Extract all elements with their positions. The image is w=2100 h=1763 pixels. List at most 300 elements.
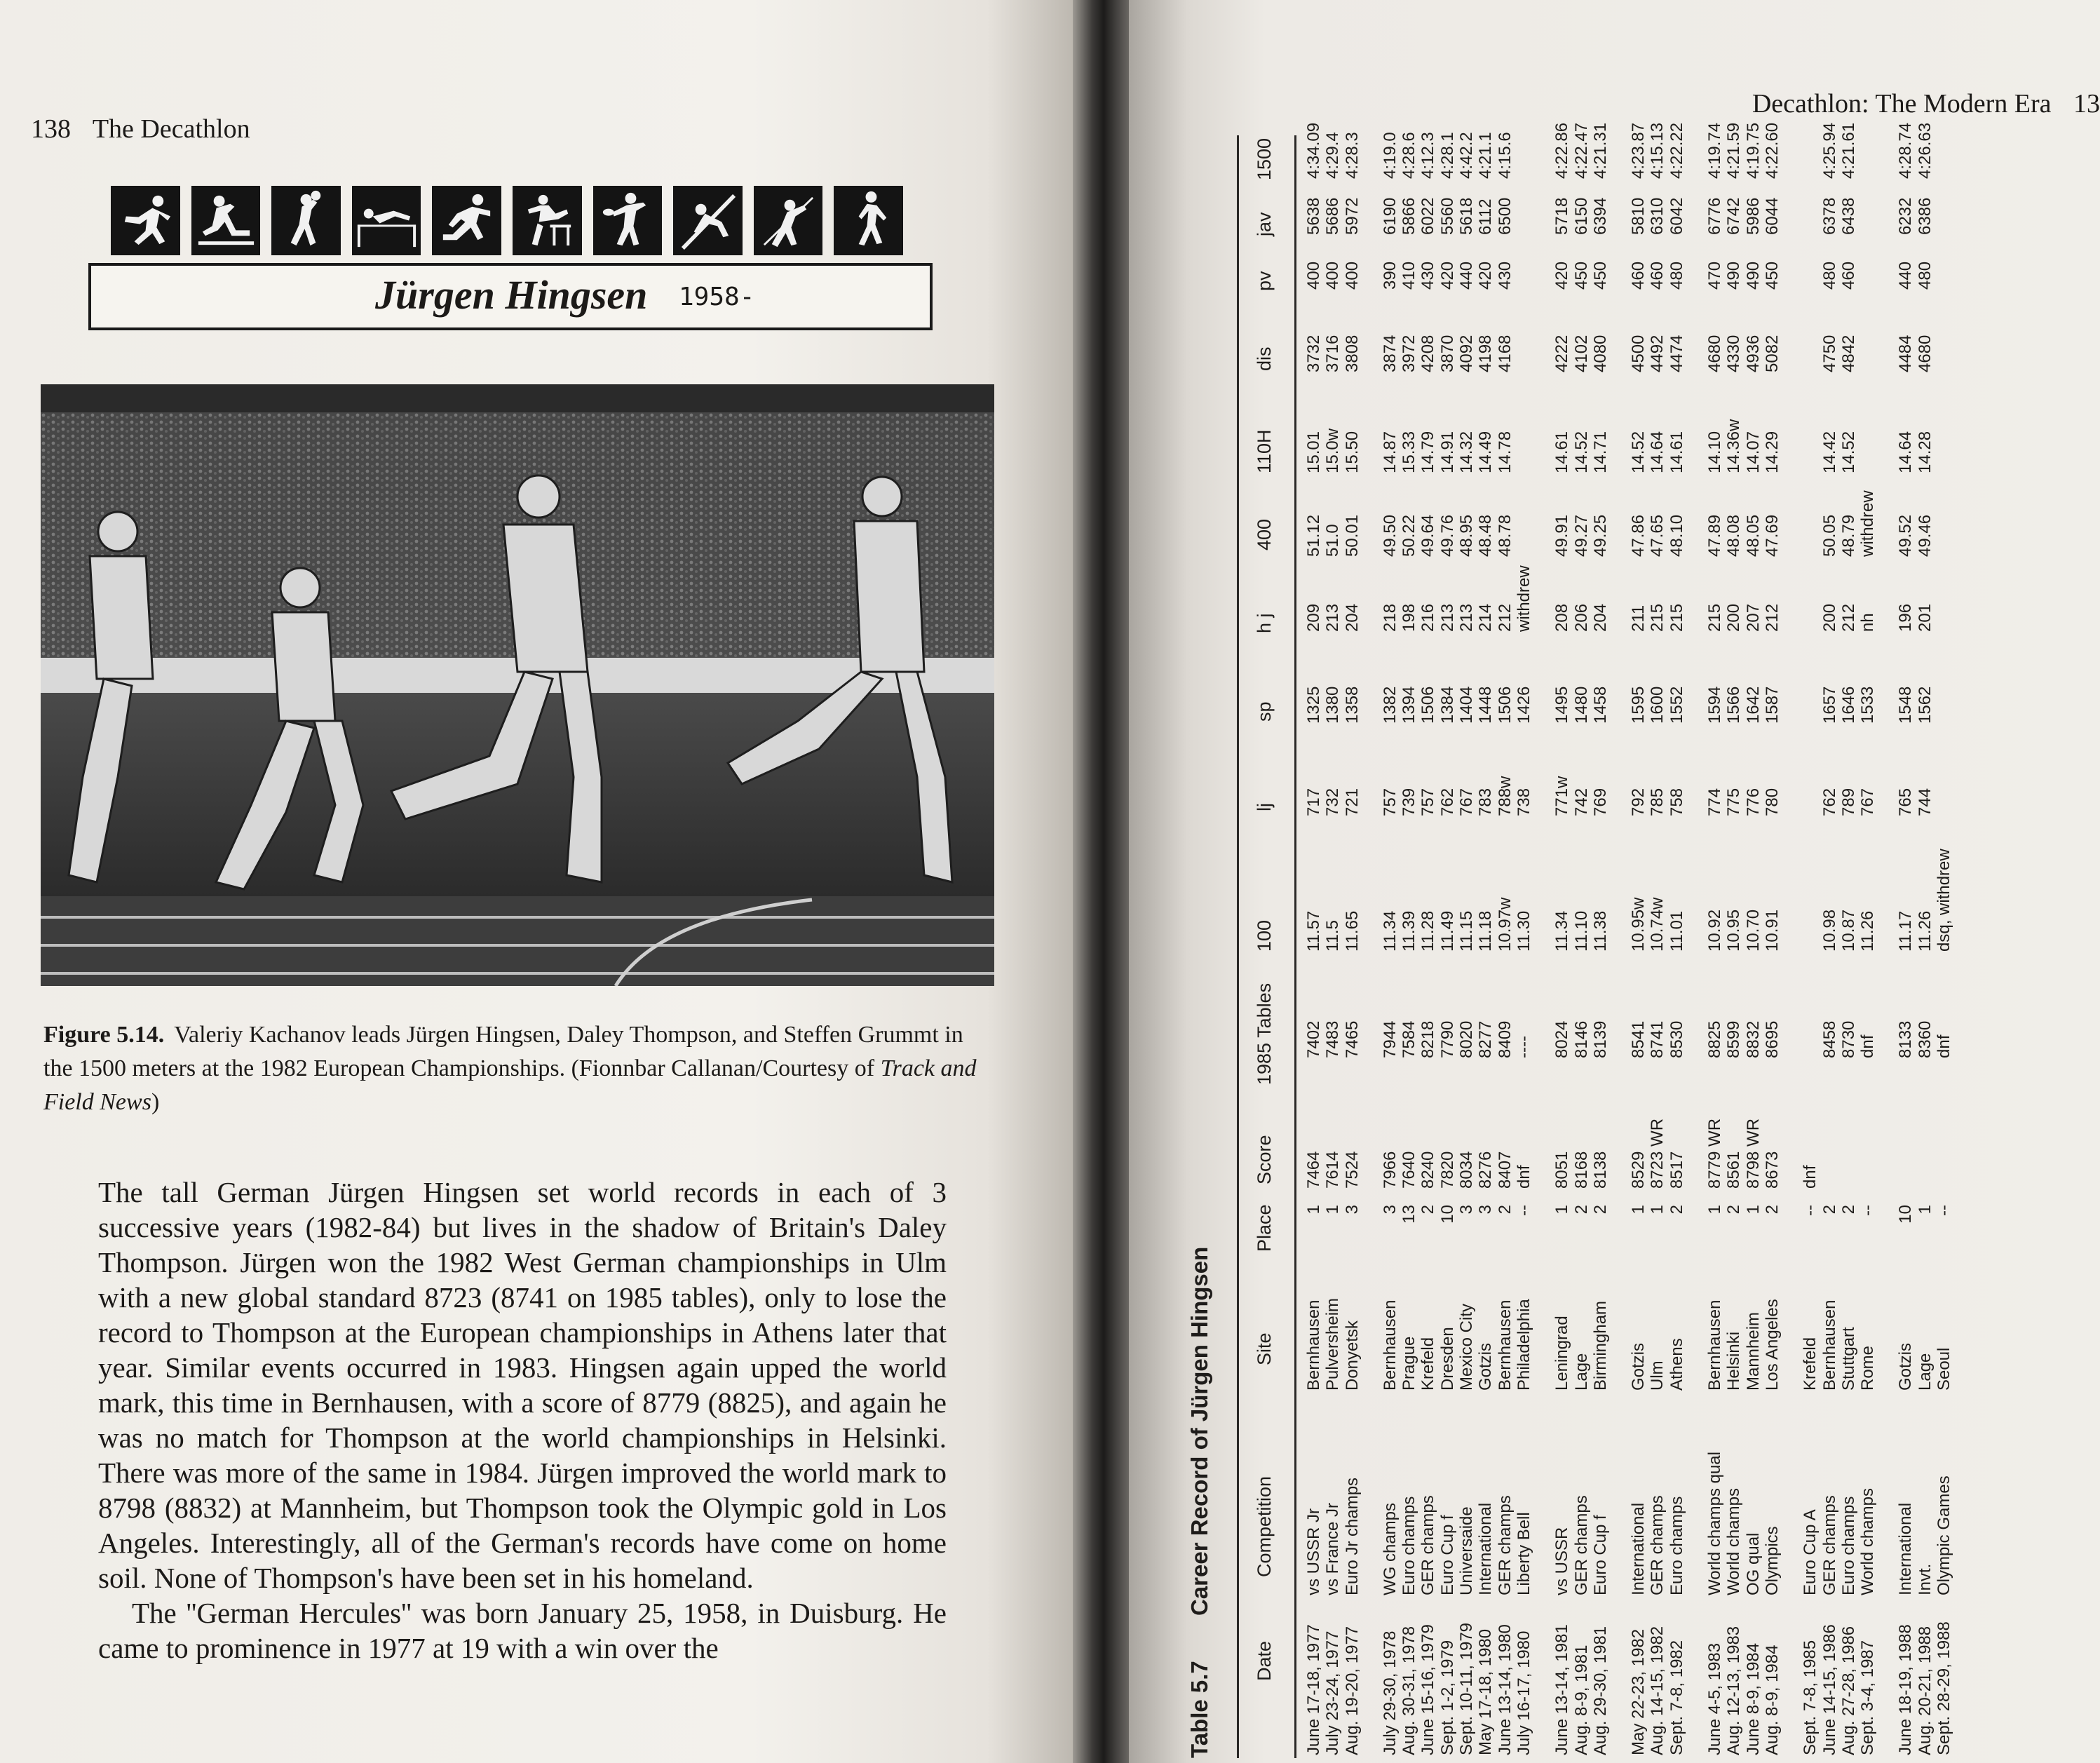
table-cell: 48.79 bbox=[1838, 514, 1858, 557]
table-cell: 742 bbox=[1571, 788, 1591, 816]
table-cell: Prague bbox=[1400, 1336, 1419, 1391]
run-400-icon bbox=[432, 186, 501, 255]
table-row bbox=[1323, 132, 1343, 1758]
table-cell: 11.15 bbox=[1457, 910, 1477, 952]
table-cell: 757 bbox=[1380, 788, 1400, 816]
left-running-title: The Decathlon bbox=[92, 114, 250, 144]
table-cell: 4:21.1 bbox=[1476, 132, 1496, 179]
column-header: 1500 bbox=[1254, 137, 1275, 180]
table-cell: GER champs bbox=[1648, 1495, 1667, 1595]
table-cell: 4750 bbox=[1820, 335, 1839, 372]
table-cell: 47.86 bbox=[1629, 514, 1648, 557]
table-cell: 1448 bbox=[1476, 686, 1496, 724]
table-row bbox=[1515, 135, 1533, 1758]
hurdles-icon bbox=[513, 186, 582, 255]
table-cell: 1657 bbox=[1820, 686, 1839, 724]
table-cell: 14.32 bbox=[1457, 431, 1477, 473]
table-cell: 216 bbox=[1418, 603, 1438, 632]
table-cell: 5638 bbox=[1304, 197, 1323, 235]
column-header: Date bbox=[1254, 1640, 1275, 1681]
table-cell: 4:28.74 bbox=[1896, 122, 1916, 179]
table-cell: OG qual bbox=[1743, 1532, 1763, 1595]
table-cell: 4:22.22 bbox=[1667, 122, 1686, 179]
table-row bbox=[1838, 122, 1858, 1758]
table-cell: Bernhausen bbox=[1380, 1299, 1400, 1391]
table-cell: 480 bbox=[1667, 261, 1686, 290]
table-cell: 7584 bbox=[1400, 1020, 1419, 1058]
javelin-icon bbox=[754, 186, 823, 255]
table-cell: 4102 bbox=[1571, 335, 1591, 372]
table-cell: 5082 bbox=[1762, 335, 1782, 372]
table-cell: 6386 bbox=[1915, 197, 1935, 235]
caption-source-italic: Track and Field News bbox=[43, 1055, 977, 1115]
table-cell: 51.12 bbox=[1304, 514, 1323, 557]
table-cell: GER champs bbox=[1495, 1495, 1515, 1595]
table-cell: -- bbox=[1858, 1205, 1878, 1216]
table-row bbox=[1342, 132, 1362, 1758]
long-jump-icon bbox=[191, 186, 261, 255]
table-cell: 49.76 bbox=[1437, 514, 1457, 557]
table-cell: 8741 bbox=[1648, 1020, 1667, 1058]
table-cell: 762 bbox=[1437, 788, 1457, 816]
table-row bbox=[1590, 122, 1610, 1758]
table-cell: 1495 bbox=[1552, 686, 1572, 724]
table-cell: Ulm bbox=[1648, 1360, 1667, 1391]
table-cell: 762 bbox=[1820, 788, 1839, 816]
table-cell: Aug. 19-20, 1977 bbox=[1342, 1626, 1362, 1755]
table-cell: 50.01 bbox=[1342, 514, 1362, 557]
table-cell: 2 bbox=[1590, 1205, 1610, 1215]
table-cell: Rome bbox=[1858, 1345, 1878, 1391]
table-cell: 8139 bbox=[1590, 1020, 1610, 1058]
table-cell: 5986 bbox=[1743, 197, 1763, 235]
table-cell: 420 bbox=[1552, 261, 1572, 290]
table-cell: 6742 bbox=[1724, 197, 1744, 235]
table-cell: 4:22.47 bbox=[1571, 122, 1591, 179]
table-cell: Sept. 7-8, 1985 bbox=[1801, 1640, 1820, 1755]
table-row bbox=[1896, 122, 1916, 1758]
table-cell: 5972 bbox=[1342, 197, 1362, 235]
table-cell: 2 bbox=[1820, 1205, 1839, 1215]
table-cell: 450 bbox=[1590, 261, 1610, 290]
table-cell: -- bbox=[1801, 1205, 1820, 1216]
table-cell: 211 bbox=[1629, 604, 1648, 632]
table-cell: 400 bbox=[1304, 261, 1323, 290]
table-cell: 49.27 bbox=[1571, 514, 1591, 557]
table-cell: 7483 bbox=[1323, 1020, 1343, 1058]
table-row bbox=[1437, 132, 1457, 1758]
table-cell: 2 bbox=[1495, 1205, 1515, 1215]
table-cell: 48.05 bbox=[1743, 514, 1763, 557]
table-cell: 4:28.1 bbox=[1437, 132, 1457, 179]
shot-put-icon bbox=[271, 186, 341, 255]
table-cell: 4:21.61 bbox=[1838, 122, 1858, 179]
table-cell: 14.10 bbox=[1705, 431, 1725, 473]
table-cell: 3716 bbox=[1323, 335, 1343, 372]
table-cell: 7820 bbox=[1437, 1151, 1457, 1189]
table-cell: Universaide bbox=[1457, 1506, 1477, 1595]
table-cell: 1 bbox=[1552, 1205, 1572, 1215]
table-cell: 1480 bbox=[1571, 686, 1591, 724]
right-running-head bbox=[1752, 88, 2100, 119]
table-cell: Euro champs bbox=[1838, 1496, 1858, 1595]
run-1500-icon bbox=[834, 186, 903, 255]
table-cell: 410 bbox=[1400, 261, 1419, 290]
table-cell: 3972 bbox=[1400, 335, 1419, 372]
table-cell: 1458 bbox=[1590, 686, 1610, 724]
table-cell: Aug. 14-15, 1982 bbox=[1648, 1626, 1667, 1755]
table-cell: 8020 bbox=[1457, 1020, 1477, 1058]
table-cell: 8541 bbox=[1629, 1020, 1648, 1058]
table-cell: Los Angeles bbox=[1762, 1299, 1782, 1391]
table-cell: 788w bbox=[1495, 776, 1515, 816]
table-cell: 758 bbox=[1667, 788, 1686, 816]
table-row bbox=[1724, 122, 1744, 1758]
table-cell: 11.49 bbox=[1437, 910, 1457, 952]
table-cell: -- bbox=[1514, 1205, 1533, 1216]
table-cell: 51.0 bbox=[1323, 524, 1343, 557]
table-cell: Mexico City bbox=[1457, 1303, 1477, 1391]
table-cell: 8360 bbox=[1915, 1020, 1935, 1058]
table-cell: 5686 bbox=[1323, 197, 1343, 235]
table-cell: 8024 bbox=[1552, 1020, 1572, 1058]
table-cell: Aug. 20-21, 1988 bbox=[1915, 1626, 1935, 1755]
race-photo bbox=[41, 384, 994, 986]
table-cell: 440 bbox=[1457, 261, 1477, 290]
table-cell: Aug. 29-30, 1981 bbox=[1590, 1626, 1610, 1755]
table-cell: 8133 bbox=[1896, 1020, 1916, 1058]
table-cell: 13 bbox=[1400, 1205, 1419, 1224]
table-cell: 8530 bbox=[1667, 1020, 1686, 1058]
table-cell: 4080 bbox=[1590, 335, 1610, 372]
column-header: 110H bbox=[1254, 429, 1275, 473]
table-cell: 8723 WR bbox=[1648, 1118, 1667, 1189]
table-cell: 1325 bbox=[1304, 686, 1323, 724]
column-header: 1985 Tables bbox=[1254, 982, 1275, 1085]
table-cell: withdrew bbox=[1514, 565, 1533, 632]
table-cell: 14.29 bbox=[1762, 431, 1782, 473]
table-cell: 49.46 bbox=[1915, 514, 1935, 557]
table-cell: 8695 bbox=[1762, 1020, 1782, 1058]
table-cell: July 16-17, 1980 bbox=[1514, 1630, 1533, 1755]
body-paragraph: The tall German Jürgen Hingsen set world records in each of 3 successive years (1982-84) but lives in the shadow of Britain's Daley Thompson. Jürgen won the 1982 West German championships in Ulm with a new global standard 8723 (8741 on 1985 tables), only to lose the record to Thompson at the European championships in Athens later that year. Similar events occurred in 1983. Hingsen again upped the world mark, this time in Bernhausen, with a score of 8779 (8825), and again he was no match for Thompson at the world championships in Helsinki. There was more of the same in 1984. Jürgen improved the world mark to 8798 (8832) at Mannheim, but Thompson took the Olympic gold in Los Angeles. Interestingly, all of the German's records have come on home soil. None of Thompson's have been set in his homeland. bbox=[98, 1176, 947, 1594]
table-cell: 2 bbox=[1667, 1205, 1686, 1215]
table-cell: 215 bbox=[1667, 603, 1686, 632]
table-cell: ---- bbox=[1514, 1036, 1533, 1058]
table-cell: 4198 bbox=[1476, 335, 1496, 372]
table-cell: 10.98 bbox=[1820, 909, 1839, 952]
table-cell: 48.08 bbox=[1724, 514, 1744, 557]
table-cell: Donyetsk bbox=[1342, 1320, 1362, 1391]
table-cell: 8409 bbox=[1495, 1020, 1515, 1058]
table-cell: International bbox=[1629, 1502, 1648, 1595]
table-cell: 10.74w bbox=[1648, 897, 1667, 952]
table-cell: 11.34 bbox=[1380, 910, 1400, 952]
table-cell: 4222 bbox=[1552, 335, 1572, 372]
athlete-name: Jürgen Hingsen bbox=[375, 272, 648, 318]
table-cell: 738 bbox=[1514, 788, 1533, 816]
high-jump-icon bbox=[352, 186, 421, 255]
table-cell: 198 bbox=[1400, 603, 1419, 632]
right-running-title: Decathlon: The Modern Era bbox=[1752, 89, 2052, 119]
table-cell: 1358 bbox=[1342, 686, 1362, 724]
table-cell: International bbox=[1476, 1502, 1496, 1595]
table-cell: 7402 bbox=[1304, 1020, 1323, 1058]
table-cell: Sept. 7-8, 1982 bbox=[1667, 1640, 1686, 1755]
table-cell: 7464 bbox=[1304, 1151, 1323, 1189]
left-page-number: 138 bbox=[31, 114, 71, 144]
table-cell: 6500 bbox=[1495, 197, 1515, 235]
table-cell: 6150 bbox=[1571, 197, 1591, 235]
table-cell: 769 bbox=[1590, 788, 1610, 816]
table-cell: Lage bbox=[1571, 1353, 1591, 1391]
table-cell: 780 bbox=[1762, 788, 1782, 816]
table-cell: WG champs bbox=[1380, 1502, 1400, 1595]
table-row bbox=[1380, 132, 1400, 1758]
table-cell: dnf bbox=[1801, 1165, 1820, 1189]
table-cell: 14.52 bbox=[1629, 431, 1648, 473]
column-header: lj bbox=[1254, 803, 1275, 811]
table-cell: 4:42.2 bbox=[1457, 132, 1477, 179]
table-cell: 4:22.60 bbox=[1762, 122, 1782, 179]
table-cell: GER champs bbox=[1418, 1495, 1438, 1595]
table-cell: 490 bbox=[1743, 261, 1763, 290]
table-cell: 767 bbox=[1858, 788, 1878, 816]
table-cell: 14.61 bbox=[1667, 431, 1686, 473]
table-cell: 3 bbox=[1457, 1205, 1477, 1215]
table-cell: 8561 bbox=[1724, 1151, 1744, 1189]
table-cell: International bbox=[1896, 1502, 1916, 1595]
table-cell: 767 bbox=[1457, 788, 1477, 816]
table-row bbox=[1820, 122, 1839, 1758]
table-cell: 8798 WR bbox=[1743, 1118, 1763, 1189]
table-cell: 47.89 bbox=[1705, 514, 1725, 557]
table-cell: 8146 bbox=[1571, 1020, 1591, 1058]
figure-label: Figure 5.14. bbox=[43, 1022, 165, 1048]
table-cell: 213 bbox=[1457, 603, 1477, 632]
table-cell: 400 bbox=[1323, 261, 1343, 290]
table-cell: 215 bbox=[1705, 603, 1725, 632]
table-cell: 1 bbox=[1629, 1205, 1648, 1215]
table-cell: 4:19.0 bbox=[1380, 132, 1400, 179]
table-cell: 1552 bbox=[1667, 686, 1686, 724]
table-cell: 480 bbox=[1915, 261, 1935, 290]
table-row bbox=[1476, 132, 1496, 1758]
table-cell: 776 bbox=[1743, 788, 1763, 816]
table-cell: 14.28 bbox=[1915, 431, 1935, 473]
table-cell: June 13-14, 1981 bbox=[1552, 1624, 1572, 1755]
table-row bbox=[1915, 122, 1935, 1758]
table-row bbox=[1743, 122, 1763, 1758]
table-cell: 11.39 bbox=[1400, 910, 1419, 952]
table-cell: 3808 bbox=[1342, 335, 1362, 372]
table-row bbox=[1667, 122, 1686, 1758]
table-row bbox=[1629, 122, 1648, 1758]
table-cell: 50.22 bbox=[1400, 514, 1419, 557]
table-cell: 390 bbox=[1380, 261, 1400, 290]
table-cell: 214 bbox=[1476, 603, 1496, 632]
table-cell: 14.36w bbox=[1724, 419, 1744, 473]
table-cell: Aug. 8-9, 1981 bbox=[1571, 1644, 1591, 1755]
table-cell: Leningrad bbox=[1552, 1316, 1572, 1391]
table-cell: 14.64 bbox=[1896, 431, 1916, 473]
table-cell: July 23-24, 1977 bbox=[1323, 1630, 1343, 1755]
table-cell: Euro Jr champs bbox=[1342, 1477, 1362, 1595]
table-cell: 4842 bbox=[1838, 335, 1858, 372]
table-cell: 1595 bbox=[1629, 686, 1648, 724]
table-cell: 5718 bbox=[1552, 197, 1572, 235]
table-cell: 8529 bbox=[1629, 1151, 1648, 1189]
table-cell: 490 bbox=[1724, 261, 1744, 290]
table-cell: 775 bbox=[1724, 788, 1744, 816]
table-cell: 3874 bbox=[1380, 335, 1400, 372]
table-cell: 7524 bbox=[1342, 1151, 1362, 1189]
table-cell: 8138 bbox=[1590, 1151, 1610, 1189]
table-cell: 1642 bbox=[1743, 686, 1763, 724]
table-cell: 8599 bbox=[1724, 1020, 1744, 1058]
table-cell: 2 bbox=[1418, 1205, 1438, 1215]
table-cell: -- bbox=[1935, 1205, 1954, 1216]
table-cell: 4680 bbox=[1705, 335, 1725, 372]
table-cell: 5866 bbox=[1400, 197, 1419, 235]
table-cell: 10 bbox=[1896, 1205, 1916, 1224]
table-cell: 4:15.6 bbox=[1495, 132, 1515, 179]
table-cell: 11.17 bbox=[1896, 910, 1916, 952]
table-row bbox=[1495, 132, 1515, 1758]
table-row bbox=[1571, 122, 1591, 1758]
table-cell: 11.57 bbox=[1304, 910, 1323, 952]
table-cell: 1426 bbox=[1514, 686, 1533, 724]
table-cell: 212 bbox=[1762, 603, 1782, 632]
table-cell: 739 bbox=[1400, 788, 1419, 816]
table-cell: 11.65 bbox=[1342, 910, 1362, 952]
table-cell: 8779 WR bbox=[1705, 1118, 1725, 1189]
table-cell: 11.34 bbox=[1552, 910, 1572, 952]
table-cell: 47.69 bbox=[1762, 514, 1782, 557]
sprint-icon bbox=[111, 186, 180, 255]
table-row bbox=[1935, 135, 1953, 1758]
table-cell: 1646 bbox=[1838, 686, 1858, 724]
table-cell: 460 bbox=[1629, 261, 1648, 290]
table-cell: 8034 bbox=[1457, 1151, 1477, 1189]
table-cell: 49.91 bbox=[1552, 514, 1572, 557]
table-cell: 14.71 bbox=[1590, 431, 1610, 473]
table-cell: 1594 bbox=[1705, 686, 1725, 724]
table-cell: 1380 bbox=[1323, 686, 1343, 724]
table-cell: 1506 bbox=[1418, 686, 1438, 724]
table-cell: 48.78 bbox=[1495, 514, 1515, 557]
table-cell: 209 bbox=[1304, 603, 1323, 632]
table-cell: 1 bbox=[1648, 1205, 1667, 1215]
table-cell: Euro champs bbox=[1667, 1496, 1686, 1595]
table-cell: 14.87 bbox=[1380, 431, 1400, 473]
table-cell: 5810 bbox=[1629, 197, 1648, 235]
table-cell: 8832 bbox=[1743, 1020, 1763, 1058]
column-header: Score bbox=[1254, 1135, 1275, 1184]
table-cell: June 14-15, 1986 bbox=[1820, 1624, 1839, 1755]
table-cell: 49.25 bbox=[1590, 514, 1610, 557]
table-cell: 1548 bbox=[1896, 686, 1916, 724]
table-cell: Krefeld bbox=[1801, 1337, 1820, 1391]
table-cell: 2 bbox=[1838, 1205, 1858, 1215]
table-cell: 1566 bbox=[1724, 686, 1744, 724]
table-cell: 8730 bbox=[1838, 1020, 1858, 1058]
right-page-number: 13 bbox=[2073, 89, 2100, 119]
column-header: dis bbox=[1254, 346, 1275, 371]
table-cell: 15.01 bbox=[1304, 431, 1323, 473]
table-cell: 4168 bbox=[1495, 335, 1515, 372]
table-cell: Aug. 8-9, 1984 bbox=[1762, 1644, 1782, 1755]
table-cell: 15.50 bbox=[1342, 431, 1362, 473]
table-cell: Stuttgart bbox=[1838, 1327, 1858, 1391]
table-cell: 7614 bbox=[1323, 1151, 1343, 1189]
table-cell: 4:19.75 bbox=[1743, 122, 1763, 179]
table-row bbox=[1801, 135, 1820, 1758]
table-cell: 8517 bbox=[1667, 1151, 1686, 1189]
table-cell: 8277 bbox=[1476, 1020, 1496, 1058]
table-cell: 785 bbox=[1648, 788, 1667, 816]
table-cell: Bernhausen bbox=[1705, 1299, 1725, 1391]
table-cell: Gotzis bbox=[1629, 1342, 1648, 1391]
caption-text-close: ) bbox=[151, 1089, 160, 1115]
table-row bbox=[1552, 122, 1572, 1758]
table-cell: Aug. 30-31, 1978 bbox=[1400, 1626, 1419, 1755]
table-cell: 14.61 bbox=[1552, 431, 1572, 473]
table-cell: 7640 bbox=[1400, 1151, 1419, 1189]
table-cell: 4:19.74 bbox=[1705, 122, 1725, 179]
table-cell: 48.10 bbox=[1667, 514, 1686, 557]
table-row bbox=[1858, 135, 1877, 1758]
athlete-name-box bbox=[88, 263, 933, 330]
table-row bbox=[1457, 132, 1477, 1758]
table-cell: 2 bbox=[1724, 1205, 1744, 1215]
table-cell: 480 bbox=[1820, 261, 1839, 290]
caption-text-main: Valeriy Kachanov leads Jürgen Hingsen, Daley Thompson, and Steffen Grummt in the 1500 meters at the 1982 European Championships. (Fionnbar Callanan/Courtesy of bbox=[43, 1022, 963, 1081]
table-cell: 208 bbox=[1552, 603, 1572, 632]
table-cell: Euro champs bbox=[1400, 1496, 1419, 1595]
table-cell: Liberty Bell bbox=[1514, 1512, 1533, 1595]
table-cell: nh bbox=[1858, 613, 1878, 632]
body-paragraph: The ''German Hercules'' was born January 25, 1958, in Duisburg. He came to prominence in 1977 at 19 with a win over the bbox=[98, 1597, 947, 1664]
table-cell: 4:23.87 bbox=[1629, 122, 1648, 179]
table-cell: 7944 bbox=[1380, 1020, 1400, 1058]
table-cell: GER champs bbox=[1820, 1495, 1839, 1595]
table-cell: 207 bbox=[1743, 603, 1763, 632]
table-cell: 6438 bbox=[1838, 197, 1858, 235]
table-cell: 213 bbox=[1437, 603, 1457, 632]
table-cell: 430 bbox=[1495, 261, 1515, 290]
table-cell: 49.64 bbox=[1418, 514, 1438, 557]
table-cell: 1 bbox=[1915, 1205, 1935, 1215]
table-cell: 4208 bbox=[1418, 335, 1438, 372]
table-cell: 14.79 bbox=[1418, 431, 1438, 473]
table-cell: 8458 bbox=[1820, 1020, 1839, 1058]
table-cell: Seoul bbox=[1935, 1347, 1954, 1391]
table-cell: 1 bbox=[1705, 1205, 1725, 1215]
table-cell: July 29-30, 1978 bbox=[1380, 1630, 1400, 1755]
table-cell: 49.50 bbox=[1380, 514, 1400, 557]
table-cell: 14.49 bbox=[1476, 431, 1496, 473]
table-cell: 4:34.09 bbox=[1304, 122, 1323, 179]
table-cell: 218 bbox=[1380, 603, 1400, 632]
table-cell: 10.92 bbox=[1705, 909, 1725, 952]
table-cell: 6310 bbox=[1648, 197, 1667, 235]
table-cell: June 18-19, 1988 bbox=[1896, 1624, 1916, 1755]
table-cell: 206 bbox=[1571, 603, 1591, 632]
table-cell: 6042 bbox=[1667, 197, 1686, 235]
table-cell: Sept. 10-11, 1979 bbox=[1457, 1622, 1477, 1755]
table-cell: 14.64 bbox=[1648, 431, 1667, 473]
